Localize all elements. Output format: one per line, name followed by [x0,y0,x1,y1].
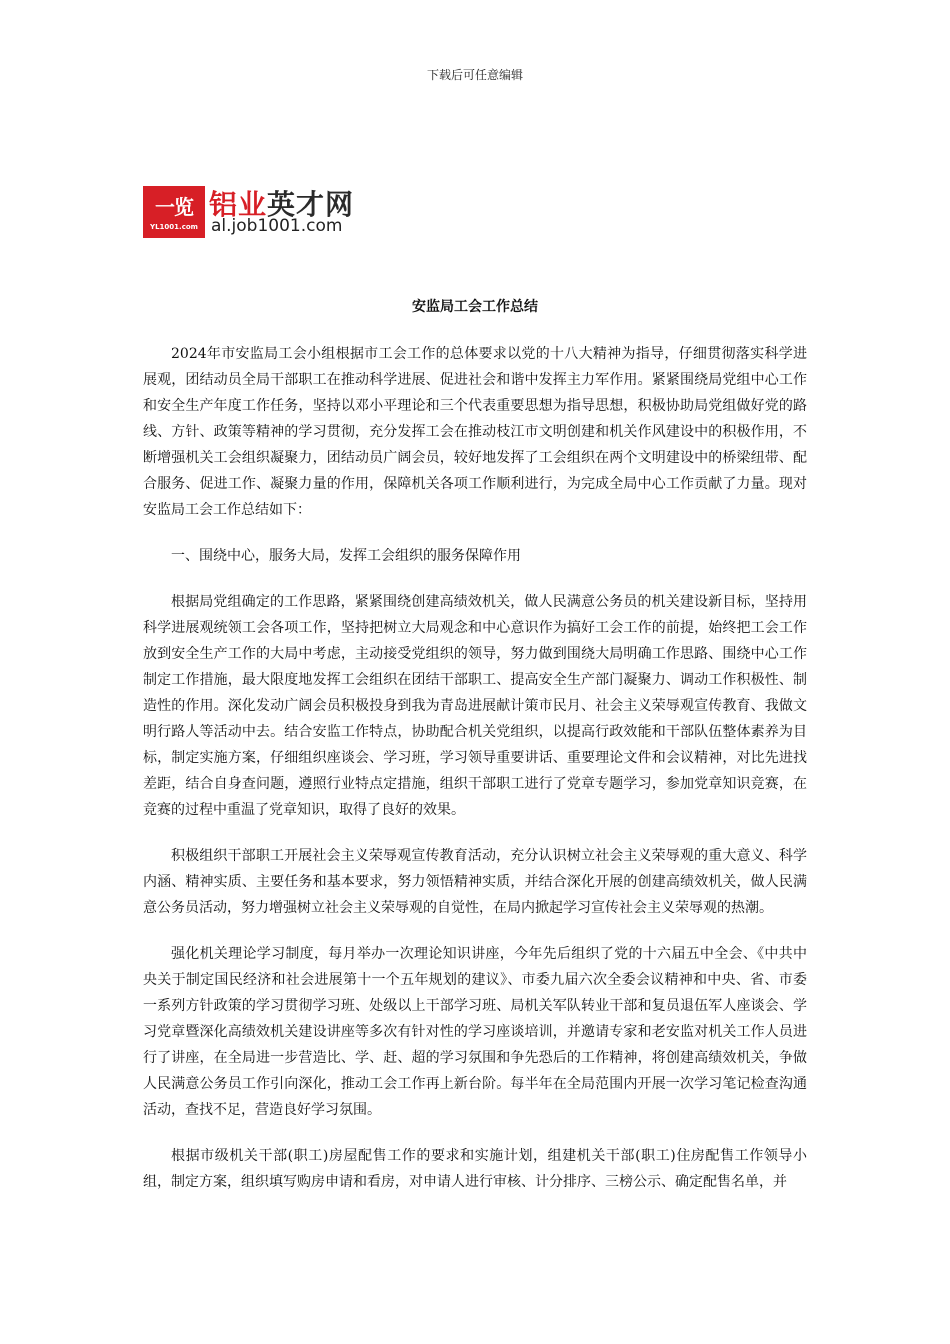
site-logo[interactable] [143,186,388,238]
paragraph: 根据市级机关干部(职工)房屋配售工作的要求和实施计划，组建机关干部(职工)住房配售工作领导小组，制定方案，组织填写购房申请和看房，对申请人进行审核、计分排序、三榜公示、确定配售名单，并 [143,1148,807,1190]
paragraph-intro: 2024年市安监局工会小组根据市工会工作的总体要求以党的十八大精神为指导，仔细贯彻落实科学进展观，团结动员全局干部职工在推动科学进展、促进社会和谐中发挥主力军作用。紧紧围绕局党组中心工作和安全生产年度工作任务，坚持以邓小平理论和三个代表重要思想为指导思想，积极协助局党组做好党的路线、方针、政策等精神的学习贯彻，充分发挥工会在推动枝江市文明创建和机关作风建设中的积极作用，不断增强机关工会组织凝聚力，团结动员广阔会员，较好地发挥了工会组织在两个文明建设中的桥梁纽带、配合服务、促进工作、凝聚力量的作用，保障机关各项工作顺利进行，为完成全局中心工作贡献了力量。现对安监局工会工作总结如下： [143,346,807,518]
paragraph: 强化机关理论学习制度，每月举办一次理论知识讲座，今年先后组织了党的十六届五中全会、《中共中央关于制定国民经济和社会进展第十一个五年规划的建议》、市委九届六次全委会议精神和中央、省、市委一系列方针政策的学习贯彻学习班、处级以上干部学习班、局机关军队转业干部和复员退伍军人座谈会、学习党章暨深化高绩效机关建设讲座等多次有针对性的学习座谈培训，并邀请专家和老安监对机关工作人员进行了讲座，在全局进一步营造比、学、赶、超的学习氛围和争先恐后的工作精神，将创建高绩效机关，争做人民满意公务员工作引向深化，推动工会工作再上新台阶。每半年在全局范围内开展一次学习笔记检查沟通活动，查找不足，营造良好学习氛围。 [143,946,807,1118]
logo-name-part2: 英才网 [267,188,355,221]
paragraph: 根据局党组确定的工作思路，紧紧围绕创建高绩效机关，做人民满意公务员的机关建设新目标，坚持用科学进展观统领工会各项工作，坚持把树立大局观念和中心意识作为搞好工会工作的前提，始终把工会工作放到安全生产工作的大局中考虑，主动接受党组织的领导，努力做到围绕大局明确工作思路、围绕中心工作制定工作措施，最大限度地发挥工会组织在团结干部职工、提高安全生产部门凝聚力、调动工作积极性、制造性的作用。深化发动广阔会员积极投身到我为青岛进展献计策市民月、社会主义荣辱观宣传教育、我做文明行路人等活动中去。结合安监工作特点，协助配合机关党组织，以提高行政效能和干部队伍整体素养为目标，制定实施方案，仔细组织座谈会、学习班，学习领导重要讲话、重要理论文件和会议精神，对比先进找差距，结合自身查问题，遵照行业特点定措施，组织干部职工进行了党章专题学习，参加党章知识竞赛，在竞赛的过程中重温了党章知识，取得了良好的效果。 [143,594,807,818]
logo-badge-subtext: YL1001.com [150,223,198,231]
document-title: 安监局工会工作总结 [412,299,538,315]
logo-badge-text: 一览 [155,195,193,219]
logo-badge [143,186,205,238]
paragraph: 积极组织干部职工开展社会主义荣辱观宣传教育活动，充分认识树立社会主义荣辱观的重大意义、科学内涵、精神实质、主要任务和基本要求，努力领悟精神实质，并结合深化开展的创建高绩效机关，做人民满意公务员活动，努力增强树立社会主义荣辱观的自觉性，在局内掀起学习宣传社会主义荣辱观的热潮。 [143,848,807,916]
logo-url: al.job1001.com [211,216,343,236]
header-note: 下载后可任意编辑 [426,68,523,82]
document-body [143,341,807,1215]
logo-name-part1: 铝业 [209,188,268,221]
section-heading-1: 一、围绕中心，服务大局，发挥工会组织的服务保障作用 [171,548,521,564]
